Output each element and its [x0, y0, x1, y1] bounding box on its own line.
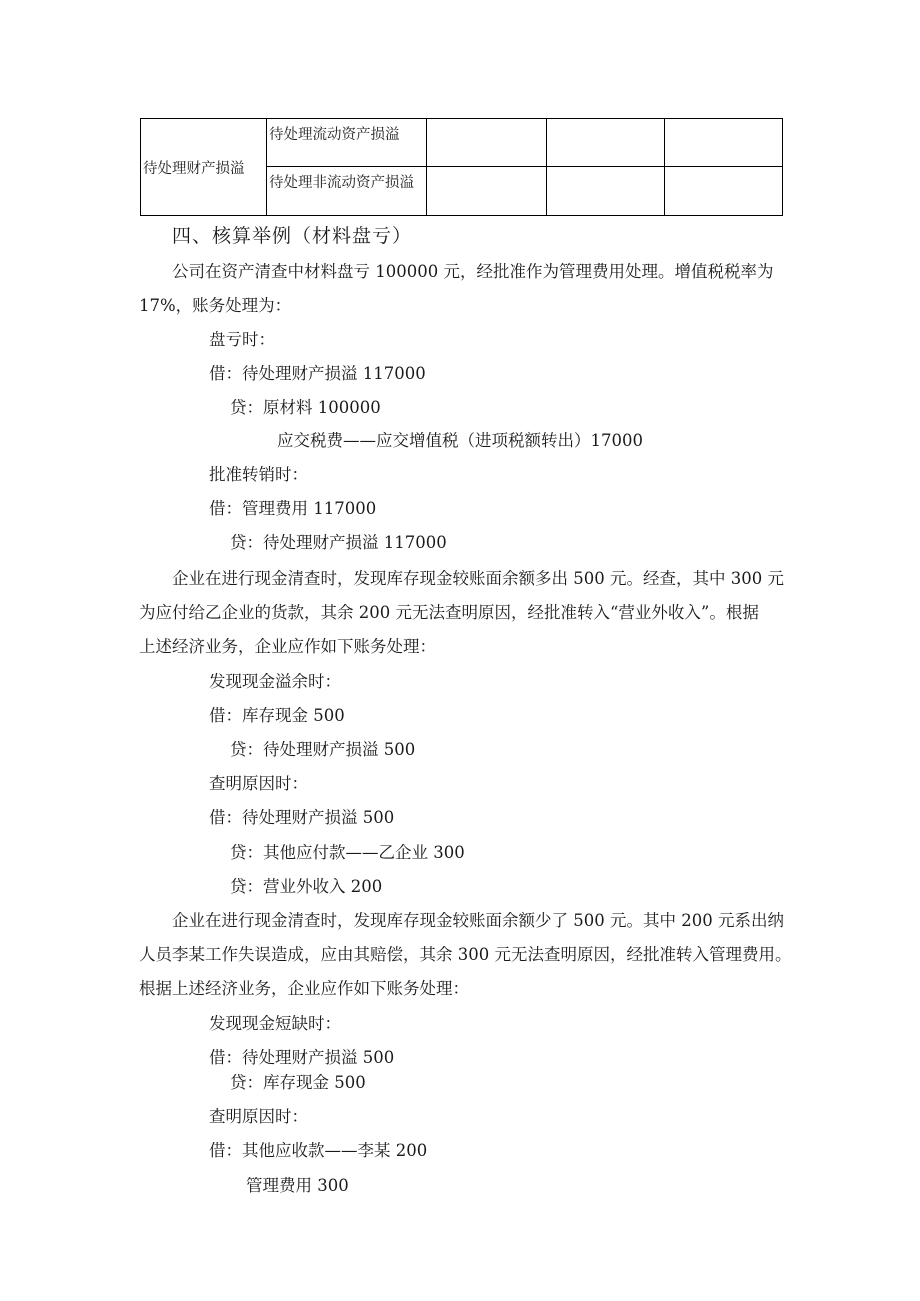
step-label: 查明原因时： — [209, 1107, 308, 1126]
paragraph-line: 企业在进行现金清查时，发现库存现金较账面余额多出 500 元。经查，其中 300 元 — [172, 569, 784, 588]
paragraph-line: 为应付给乙企业的货款，其余 200 元无法查明原因，经批准转入“营业外收入”。根据 — [139, 603, 759, 622]
step-label: 盘亏时： — [209, 330, 275, 349]
journal-credit: 贷：库存现金 500 — [230, 1073, 366, 1092]
empty-cell — [547, 167, 665, 216]
journal-debit: 借：库存现金 500 — [209, 706, 345, 725]
journal-debit: 借：待处理财产损溢 500 — [209, 808, 395, 827]
step-label: 查明原因时： — [209, 774, 308, 793]
journal-debit: 管理费用 300 — [246, 1176, 349, 1195]
paragraph-line: 企业在进行现金清查时，发现库存现金较账面余额少了 500 元。其中 200 元系出纳 — [172, 911, 784, 930]
empty-cell — [427, 167, 547, 216]
journal-credit: 贷：原材料 100000 — [230, 398, 381, 417]
journal-credit: 贷：待处理财产损溢 117000 — [230, 533, 447, 552]
paragraph-line: 上述经济业务，企业应作如下账务处理： — [139, 637, 436, 656]
sub-row-noncurrent: 待处理非流动资产损溢 — [267, 167, 427, 216]
journal-credit: 贷：待处理财产损溢 500 — [230, 740, 416, 759]
paragraph-line: 公司在资产清查中材料盘亏 100000 元，经批准作为管理费用处理。增值税税率为 — [172, 262, 774, 281]
journal-debit: 借：管理费用 117000 — [209, 499, 377, 518]
step-label: 批准转销时： — [209, 465, 308, 484]
sub-row-current: 待处理流动资产损溢 — [267, 119, 427, 167]
step-label: 发现现金溢余时： — [209, 672, 341, 691]
account-table — [140, 118, 783, 216]
empty-cell — [665, 167, 783, 216]
paragraph-line: 人员李某工作失误造成，应由其赔偿，其余 300 元无法查明原因，经批准转入管理费用。 — [139, 945, 792, 964]
journal-debit: 借：待处理财产损溢 117000 — [209, 364, 426, 383]
journal-credit: 应交税费——应交增值税（进项税额转出）17000 — [277, 431, 643, 450]
section-heading: 四、核算举例（材料盘亏） — [172, 225, 413, 247]
paragraph-line: 根据上述经济业务，企业应作如下账务处理： — [139, 979, 469, 998]
paragraph-line: 17%，账务处理为： — [139, 296, 292, 315]
empty-cell — [547, 119, 665, 167]
journal-debit: 借：其他应收款——李某 200 — [209, 1141, 428, 1160]
row-header-cell: 待处理财产损溢 — [141, 119, 267, 216]
journal-credit: 贷：营业外收入 200 — [230, 877, 383, 896]
journal-credit: 贷：其他应付款——乙企业 300 — [230, 843, 465, 862]
step-label: 发现现金短缺时： — [209, 1014, 341, 1033]
journal-debit: 借：待处理财产损溢 500 — [209, 1048, 395, 1067]
empty-cell — [427, 119, 547, 167]
empty-cell — [665, 119, 783, 167]
